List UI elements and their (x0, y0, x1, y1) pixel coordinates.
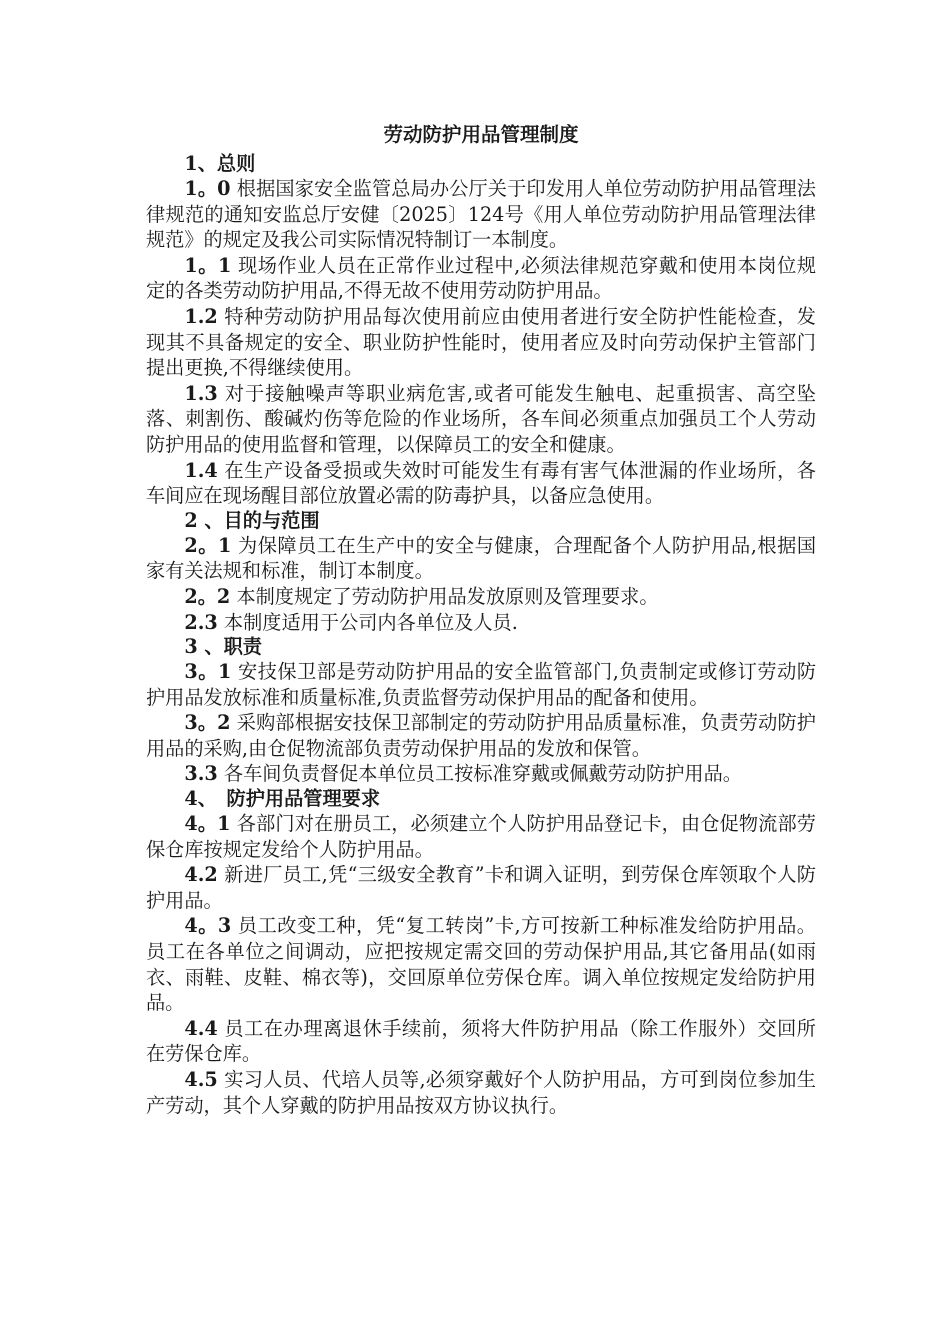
paragraph-1-0 (146, 176, 816, 253)
paragraph-1-1 (146, 253, 816, 304)
clause-number: 3.3 (184, 762, 218, 786)
clause-number: 4。1 (184, 812, 231, 836)
paragraph-4-4 (146, 1016, 816, 1067)
clause-text: 本制度适用于公司内各单位及人员. (217, 610, 518, 634)
clause-text: 各车间负责督促本单位员工按标准穿戴或佩戴劳动防护用品。 (217, 762, 742, 786)
section-heading-responsibilities: 3 、职责 (184, 635, 262, 659)
paragraph-4-1 (146, 811, 816, 862)
clause-number: 3。2 (184, 711, 231, 735)
clause-text: 为保障员工在生产中的安全与健康，合理配备个人防护用品,根据国家有关法规和标准，制订本制度。 (146, 533, 817, 583)
clause-text: 实习人员、代培人员等,必须穿戴好个人防护用品，方可到岗位参加生产劳动，其个人穿戴的防护用品按双方协议执行。 (146, 1068, 816, 1117)
clause-number: 1.2 (184, 304, 218, 328)
section-heading-management-requirements: 4、 防护用品管理要求 (184, 787, 381, 811)
paragraph-3-3 (146, 761, 816, 787)
clause-number: 1.3 (184, 381, 218, 405)
paragraph-2-2 (146, 584, 816, 610)
clause-number: 3。1 (184, 660, 232, 684)
clause-text: 本制度规定了劳动防护用品发放原则及管理要求。 (230, 584, 659, 608)
clause-text: 采购部根据安技保卫部制定的劳动防护用品质量标准，负责劳动防护用品的采购,由仓促物流部负责劳动保护用品的发放和保管。 (146, 711, 816, 760)
section-heading-general: 1、总则 (184, 152, 256, 175)
clause-text: 员工改变工种，凭“复工转岗”卡,方可按新工种标准发给防护用品。员工在各单位之间调动，应把按规定需交回的劳动保护用品,其它备用品(如雨衣、雨鞋、皮鞋、棉衣等)，交回原单位劳保仓库。调入单位按规定发给防护用品。 (146, 914, 816, 1015)
clause-text: 各部门对在册员工，必须建立个人防护用品登记卡，由仓促物流部劳保仓库按规定发给个人防护用品。 (146, 812, 816, 861)
paragraph-4-3 (146, 913, 816, 1015)
clause-number: 1.4 (184, 458, 218, 482)
clause-number: 4.2 (184, 863, 218, 887)
paragraph-1-4 (146, 458, 816, 509)
clause-text: 根据国家安全监管总局办公厅关于印发用人单位劳动防护用品管理法律规范的通知安监总厅安健〔2025〕124号《用人单位劳动防护用品管理法律规范》的规定及我公司实际情况特制订一本制度。 (146, 177, 816, 252)
paragraph-4-5 (146, 1067, 816, 1118)
clause-text: 安技保卫部是劳动防护用品的安全监管部门,负责制定或修订劳动防护用品发放标准和质量标准,负责监督劳动保护用品的配备和使用。 (146, 660, 817, 709)
clause-text: 特种劳动防护用品每次使用前应由使用者进行安全防护性能检查，发现其不具备规定的安全、职业防护性能时，使用者应及时向劳动保护主管部门提出更换,不得继续使用。 (146, 304, 816, 380)
clause-text: 现场作业人员在正常作业过程中,必须法律规范穿戴和使用本岗位规定的各类劳动防护用品,不得无故不使用劳动防护用品。 (146, 253, 817, 303)
clause-number: 1。1 (184, 253, 232, 277)
paragraph-3-2 (146, 710, 816, 761)
clause-number: 2.3 (184, 610, 218, 634)
clause-number: 4。3 (184, 914, 232, 938)
paragraph-4-2 (146, 862, 816, 913)
paragraph-1-2 (146, 304, 816, 381)
clause-text: 员工在办理离退休手续前，须将大件防护用品（除工作服外）交回所在劳保仓库。 (146, 1016, 816, 1066)
clause-number: 2。2 (184, 584, 231, 608)
paragraph-3-1 (146, 659, 816, 710)
document-title: 劳动防护用品管理制度 (383, 123, 579, 146)
section-heading-purpose-scope: 2 、目的与范围 (184, 508, 320, 532)
clause-number: 1。0 (184, 177, 231, 200)
document-page (146, 118, 816, 1118)
paragraph-2-1 (146, 533, 816, 584)
paragraph-1-3 (146, 381, 816, 458)
paragraph-2-3 (146, 610, 816, 636)
clause-text: 新进厂员工,凭“三级安全教育”卡和调入证明，到劳保仓库领取个人防护用品。 (146, 863, 816, 912)
clause-text: 在生产设备受损或失效时可能发生有毒有害气体泄漏的作业场所，各车间应在现场醒目部位放置必需的防毒护具，以备应急使用。 (146, 458, 816, 508)
clause-number: 4.4 (184, 1016, 218, 1040)
clause-text: 对于接触噪声等职业病危害,或者可能发生触电、起重损害、高空坠落、刺割伤、酸碱灼伤等危险的作业场所，各车间必须重点加强员工个人劳动防护用品的使用监督和管理，以保障员工的安全和健康。 (146, 381, 816, 456)
clause-number: 2。1 (184, 533, 232, 557)
clause-number: 4.5 (184, 1068, 218, 1091)
